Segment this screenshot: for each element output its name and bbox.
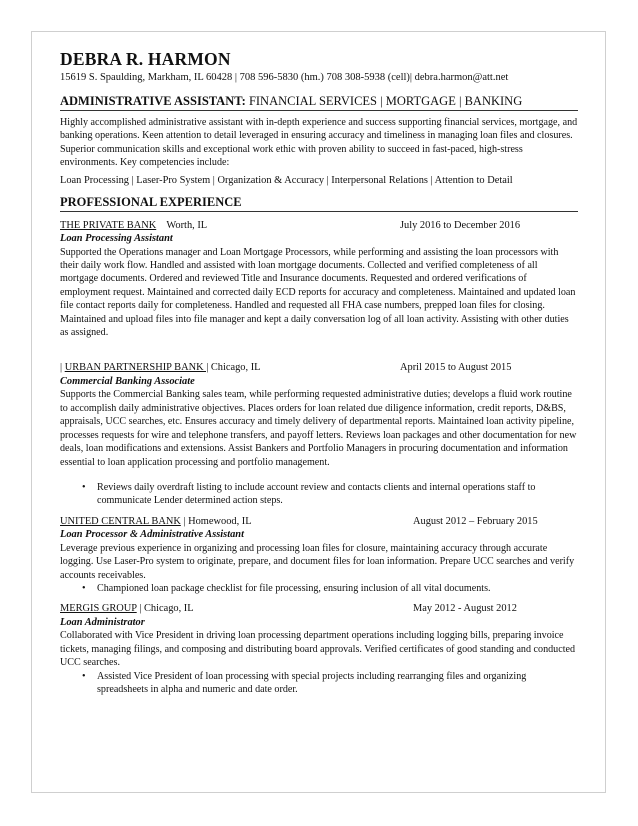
summary-heading-fields: FINANCIAL SERVICES | MORTGAGE | BANKING <box>245 94 523 108</box>
job-title: Loan Administrator <box>60 616 145 628</box>
job-title: Loan Processor & Administrative Assistant <box>60 529 244 541</box>
job-entry <box>60 602 578 696</box>
summary-heading <box>60 93 578 111</box>
job-location: Chicago, IL <box>208 362 261 374</box>
job-bullets <box>60 481 578 508</box>
job-company: THE PRIVATE BANK <box>60 219 157 231</box>
list-item <box>60 481 578 508</box>
job-description: Leverage previous experience in organizing and processing loan files for closure, maintaining accuracy through accurate logging. Use Laser-Pro system to originate, prepare, and document files for loan information. Prepare UCC searches and verify accounts receivables. <box>60 542 575 581</box>
job-title: Loan Processing Assistant <box>60 233 173 245</box>
job-description: Collaborated with Vice President in driving loan processing department operations including logging bills, preparing invoice tickets, managing filings, and composing and distributing board approvals. Verified certificates of good standing and conducted UCC searches. <box>60 630 576 669</box>
job-entry <box>60 515 578 596</box>
job-dates: August 2012 – February 2015 <box>413 515 538 527</box>
job-bullets <box>60 582 578 595</box>
job-description: Supported the Operations manager and Loan Mortgage Processors, while performing and assisting the loan processors with their daily work flow. Handled and assisted with loan mortgage documents. Collected and verified completeness of all mortgage documents. Ordered and reviewed Title and Insurance documents. Requested and ordered verifications of employment request. Maintained and corrected daily ECD reports for accuracy and completeness. Maintained and updated loan file contact reports daily for completeness. Handled and requested all FHA case numbers, prepped loan files for closing. Maintained and upload files into file manager and kept a daily conversation log of all loan activity. Assisting with other duties as assigned. <box>60 246 576 339</box>
bullet-dot-icon: • <box>82 481 86 493</box>
job-location: | Homewood, IL <box>180 515 252 527</box>
job-location: Worth, IL <box>156 219 208 231</box>
experience-heading-text: PROFESSIONAL EXPERIENCE <box>60 194 242 209</box>
job-dates: April 2015 to August 2015 <box>400 362 512 374</box>
job-header <box>60 602 578 616</box>
resume-content <box>60 48 578 696</box>
job-bullets <box>60 670 578 697</box>
experience-heading <box>60 194 578 212</box>
summary-text: Highly accomplished administrative assistant with in-depth experience and success supporting financial services, mortgage, and banking operations. Keen attention to detail leveraged in ensuring accuracy and timeliness in managing loan files and closures. Superior communication skills and exceptional work ethic with proven ability to succeed in fast-paced, high-stress environments. Key competencies include: <box>60 117 578 169</box>
contact-line: 15619 S. Spaulding, Markham, IL 60428 | 708 596-5830 (hm.) 708 308-5938 (cell)| debra.harmon@att.net <box>60 72 509 83</box>
job-header <box>60 361 578 375</box>
job-company: URBAN PARTNERSHIP BANK | <box>64 362 209 374</box>
bullet-dot-icon: • <box>82 582 86 594</box>
job-location: | Chicago, IL <box>136 603 194 615</box>
job-dates: July 2016 to December 2016 <box>400 219 521 231</box>
summary-heading-role: ADMINISTRATIVE ASSISTANT: <box>60 94 246 108</box>
candidate-name: DEBRA R. HARMON <box>60 49 231 69</box>
job-dates: May 2012 - August 2012 <box>413 603 517 615</box>
list-item <box>60 582 578 595</box>
job-title: Commercial Banking Associate <box>60 375 195 387</box>
bullet-text: Championed loan package checklist for file processing, ensuring inclusion of all vital documents. <box>97 582 491 594</box>
job-description: Supports the Commercial Banking sales team, while performing requested administrative duties; develops a fluid work routine to accomplish daily administrative objectives. Places orders for loan related due diligence information, credit reports, D&BS, appraisals, UCC searches, etc. Ensures accuracy and timely delivery of departmental reports. Maintained loan activity pipeline, processes requests for wire and telephone transfers, and payoff letters. Reviews loan packages and other documentation for new deals, loan modifications and extensions. Assist Bankers and Portfolio Managers in procuring documentation and information essential to loan application processing and portfolio management. <box>60 389 577 468</box>
job-company: UNITED CENTRAL BANK <box>60 515 181 527</box>
bullet-dot-icon: • <box>82 670 86 682</box>
list-item <box>60 670 578 697</box>
job-entry <box>60 361 578 507</box>
job-header <box>60 515 578 529</box>
competencies-line: Loan Processing | Laser-Pro System | Organization & Accuracy | Interpersonal Relations | Attention to Detail <box>60 174 513 186</box>
bullet-text: Assisted Vice President of loan processing with special projects including rearranging files and organizing spreadsheets in alpha and numeric and date order. <box>97 670 527 695</box>
job-header <box>60 219 578 233</box>
job-prefix: | <box>60 362 65 374</box>
job-entry <box>60 219 578 340</box>
job-company: MERGIS GROUP <box>60 603 137 615</box>
bullet-text: Reviews daily overdraft listing to include account review and contacts clients and internal operations staff to communicate Lender determined action steps. <box>97 481 536 507</box>
